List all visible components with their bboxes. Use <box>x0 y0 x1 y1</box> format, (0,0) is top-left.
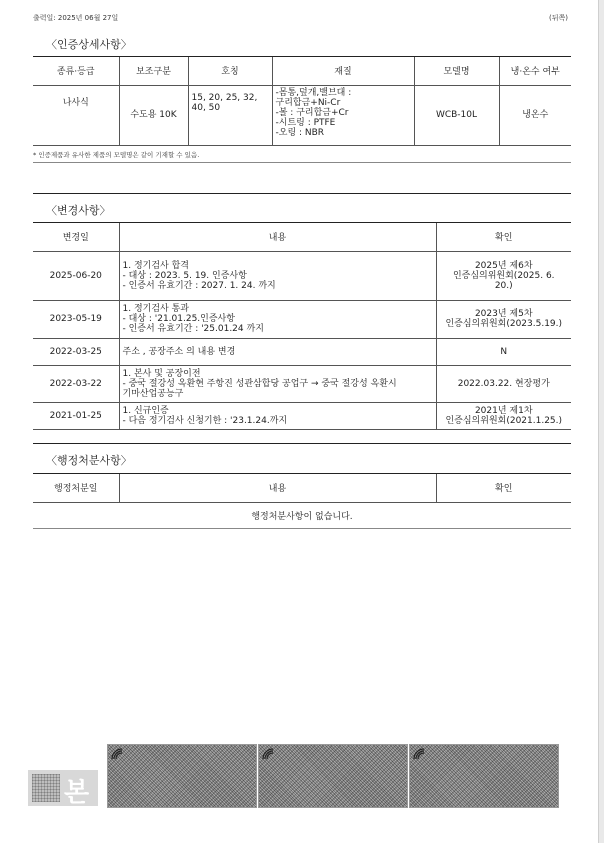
column-header: 종류·등급 <box>33 57 119 85</box>
table-row <box>33 251 571 300</box>
table-header-row <box>33 57 571 85</box>
change-confirm: 2021년 제1차 인증심의위원회(2021.1.25.) <box>436 402 571 429</box>
table-header-row <box>33 474 571 502</box>
admin-title: 〈행정처분사항〉 <box>46 454 132 467</box>
changes-title: 〈변경사항〉 <box>46 204 111 217</box>
security-stamp <box>107 744 257 808</box>
aux-class: 수도용 10K <box>119 85 188 145</box>
column-header: 행정처분일 <box>33 474 119 502</box>
table-row <box>33 300 571 338</box>
change-content: 주소 , 공장주소 의 내용 변경 <box>119 338 436 365</box>
cert-note: * 인증제품과 유사한 제품의 모델명은 같이 기재할 수 있음. <box>33 151 200 159</box>
change-confirm: 2023년 제5차 인증심의위원회(2023.5.19.) <box>436 300 571 338</box>
cert-detail-table <box>33 57 571 146</box>
page-header <box>33 13 568 23</box>
divider <box>33 443 571 444</box>
swirl-icon <box>110 747 124 761</box>
change-date: 2021-01-25 <box>33 402 119 429</box>
column-header: 재질 <box>272 57 414 85</box>
column-header: 보조구분 <box>119 57 188 85</box>
security-stamp <box>258 744 408 808</box>
change-date: 2025-06-20 <box>33 251 119 300</box>
change-date: 2022-03-25 <box>33 338 119 365</box>
change-confirm: 2022.03.22. 현장평가 <box>436 365 571 402</box>
swirl-icon <box>261 747 275 761</box>
table-row <box>33 365 571 402</box>
column-header: 확인 <box>436 474 571 502</box>
cert-detail-title: 〈인증상세사항〉 <box>46 38 132 51</box>
table-row <box>33 338 571 365</box>
change-confirm: 2025년 제6차 인증심의위원회(2025. 6. 20.) <box>436 251 571 300</box>
change-content: 1. 본사 및 공장이전 - 중국 절강성 옥환현 주항진 성관삼합당 공업구 → 중국 절강성 옥환시 기마산업공능구 <box>119 365 436 402</box>
changes-table <box>33 223 571 430</box>
change-confirm: N <box>436 338 571 365</box>
original-mark <box>28 770 98 806</box>
change-content: 1. 신규인증 - 다음 정기검사 신청기한 : '23.1.24.까지 <box>119 402 436 429</box>
column-header: 호칭 <box>188 57 272 85</box>
no-admin-message: 행정처분사항이 없습니다. <box>251 512 353 522</box>
column-header: 모델명 <box>414 57 499 85</box>
product-type: 나사식 <box>33 85 119 145</box>
column-header: 변경일 <box>33 223 119 251</box>
swirl-icon <box>412 747 426 761</box>
divider <box>33 528 571 529</box>
change-date: 2022-03-22 <box>33 365 119 402</box>
print-date: 출력일: 2025년 06월 27일 <box>33 14 119 22</box>
divider <box>33 193 571 194</box>
model-name: WCB-10L <box>414 85 499 145</box>
nominal-size: 15, 20, 25, 32, 40, 50 <box>188 85 272 145</box>
table-header-row <box>33 223 571 251</box>
admin-table <box>33 474 571 503</box>
security-stamp <box>409 744 559 808</box>
change-content: 1. 정기검사 합격 - 대상 : 2023. 5. 19. 인증사항 - 인증서 유효기간 : 2027. 1. 24. 까지 <box>119 251 436 300</box>
original-mark-glyph: 본 <box>64 778 90 808</box>
change-content: 1. 정기검사 통과 - 대상 : '21.01.25.인증사항 - 인증서 유효기간 : '25.01.24 까지 <box>119 300 436 338</box>
security-pattern <box>32 774 60 802</box>
column-header: 내용 <box>119 474 436 502</box>
divider <box>33 162 571 163</box>
water-type: 냉온수 <box>499 85 571 145</box>
change-date: 2023-05-19 <box>33 300 119 338</box>
column-header: 냉·온수 여부 <box>499 57 571 85</box>
material: -몸통,덮개,밸브대 : 구리합금+Ni-Cr -볼 : 구리합금+Cr -시트링 : PTFE -오링 : NBR <box>272 85 414 145</box>
page-side-label: (뒤쪽) <box>549 14 568 22</box>
table-row <box>33 402 571 429</box>
table-row <box>33 85 571 145</box>
column-header: 내용 <box>119 223 436 251</box>
column-header: 확인 <box>436 223 571 251</box>
